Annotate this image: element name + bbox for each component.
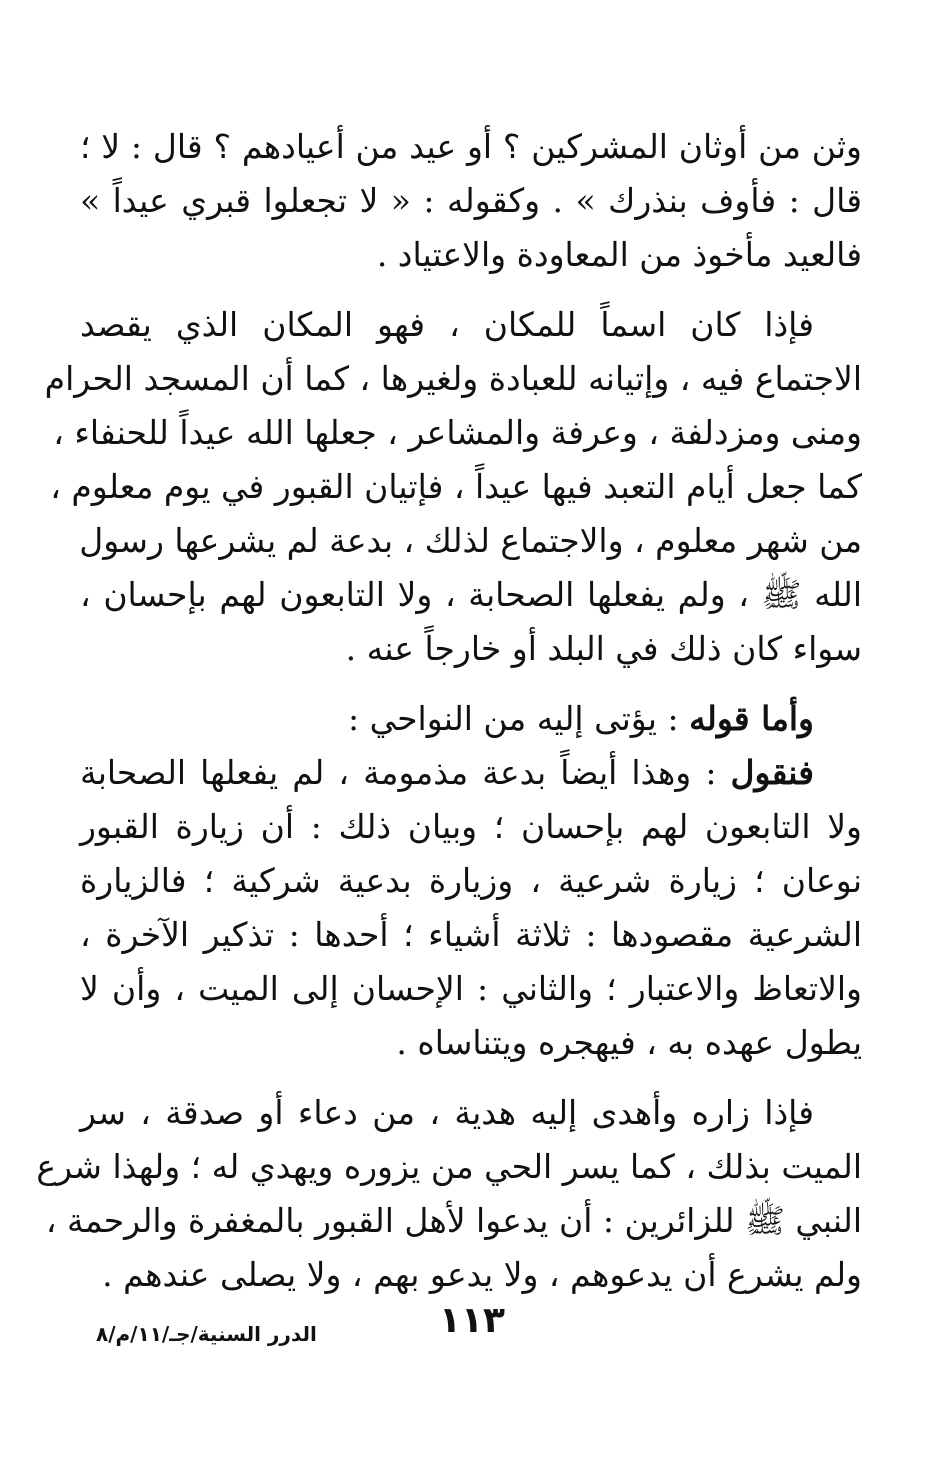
keyword-wa-amma-qawluhu: وأما قوله: [689, 699, 814, 738]
text-line: فإذا زاره وأهدى إليه هدية ، من دعاء أو صدقة ، سر: [80, 1093, 814, 1132]
footer-reference: الدرر السنية/جـ/١١/م/٨: [96, 1322, 317, 1346]
text-line: فإذا كان اسماً للمكان ، فهو المكان الذي يقصد: [80, 305, 814, 344]
body-text: [36, 120, 862, 1318]
text-span: : وهذا أيضاً بدعة مذمومة ، لم يفعلها الصحابة: [80, 753, 731, 792]
paragraph-3: [80, 692, 862, 746]
text-line: الاجتماع فيه ، وإتيانه للعبادة ولغيرها ، كما أن المسجد الحرام: [44, 359, 862, 398]
paragraph-4: [80, 746, 862, 1070]
text-span: : يؤتى إليه من النواحي :: [348, 699, 690, 738]
text-line: الشرعية مقصودها : ثلاثة أشياء ؛ أحدها : تذكير الآخرة ،: [80, 915, 862, 954]
text-line: سواء كان ذلك في البلد أو خارجاً عنه .: [345, 629, 862, 668]
text-line: [80, 692, 862, 746]
text-line: قال : فأوف بنذرك » . وكقوله : « لا تجعلوا قبري عيداً »: [80, 181, 862, 220]
text-line: يطول عهده به ، فيهجره ويتناساه .: [396, 1023, 862, 1062]
text-line: النبي ﷺ للزائرين : أن يدعوا لأهل القبور بالمغفرة والرحمة ،: [45, 1201, 862, 1240]
text-line: الله ﷺ ، ولم يفعلها الصحابة ، ولا التابعون لهم بإحسان ،: [80, 575, 862, 614]
text-line: ومنى ومزدلفة ، وعرفة والمشاعر ، جعلها الله عيداً للحنفاء ،: [53, 413, 862, 452]
text-line: وثن من أوثان المشركين ؟ أو عيد من أعيادهم ؟ قال : لا ؛: [80, 127, 862, 166]
text-line: ولم يشرع أن يدعوهم ، ولا يدعو بهم ، ولا يصلى عندهم .: [102, 1255, 862, 1294]
text-line: [80, 746, 862, 800]
paragraph-1: [80, 120, 862, 282]
text-line: نوعان ؛ زيارة شرعية ، وزيارة بدعية شركية ؛ فالزيارة: [80, 861, 862, 900]
text-line: ولا التابعون لهم بإحسان ؛ وبيان ذلك : أن زيارة القبور: [80, 807, 862, 846]
paragraph-5: [36, 1086, 862, 1302]
text-line: فالعيد مأخوذ من المعاودة والاعتياد .: [376, 235, 862, 274]
page-number: ١١٣: [439, 1300, 505, 1341]
paragraph-2: [44, 298, 862, 676]
text-line: من شهر معلوم ، والاجتماع لذلك ، بدعة لم يشرعها رسول: [79, 521, 862, 560]
text-line: كما جعل أيام التعبد فيها عيداً ، فإتيان القبور في يوم معلوم ،: [50, 467, 862, 506]
text-line: الميت بذلك ، كما يسر الحي من يزوره ويهدي له ؛ ولهذا شرع: [36, 1147, 862, 1186]
keyword-fanaqul: فنقول: [730, 753, 814, 792]
text-line: والاتعاظ والاعتبار ؛ والثاني : الإحسان إلى الميت ، وأن لا: [80, 969, 862, 1008]
